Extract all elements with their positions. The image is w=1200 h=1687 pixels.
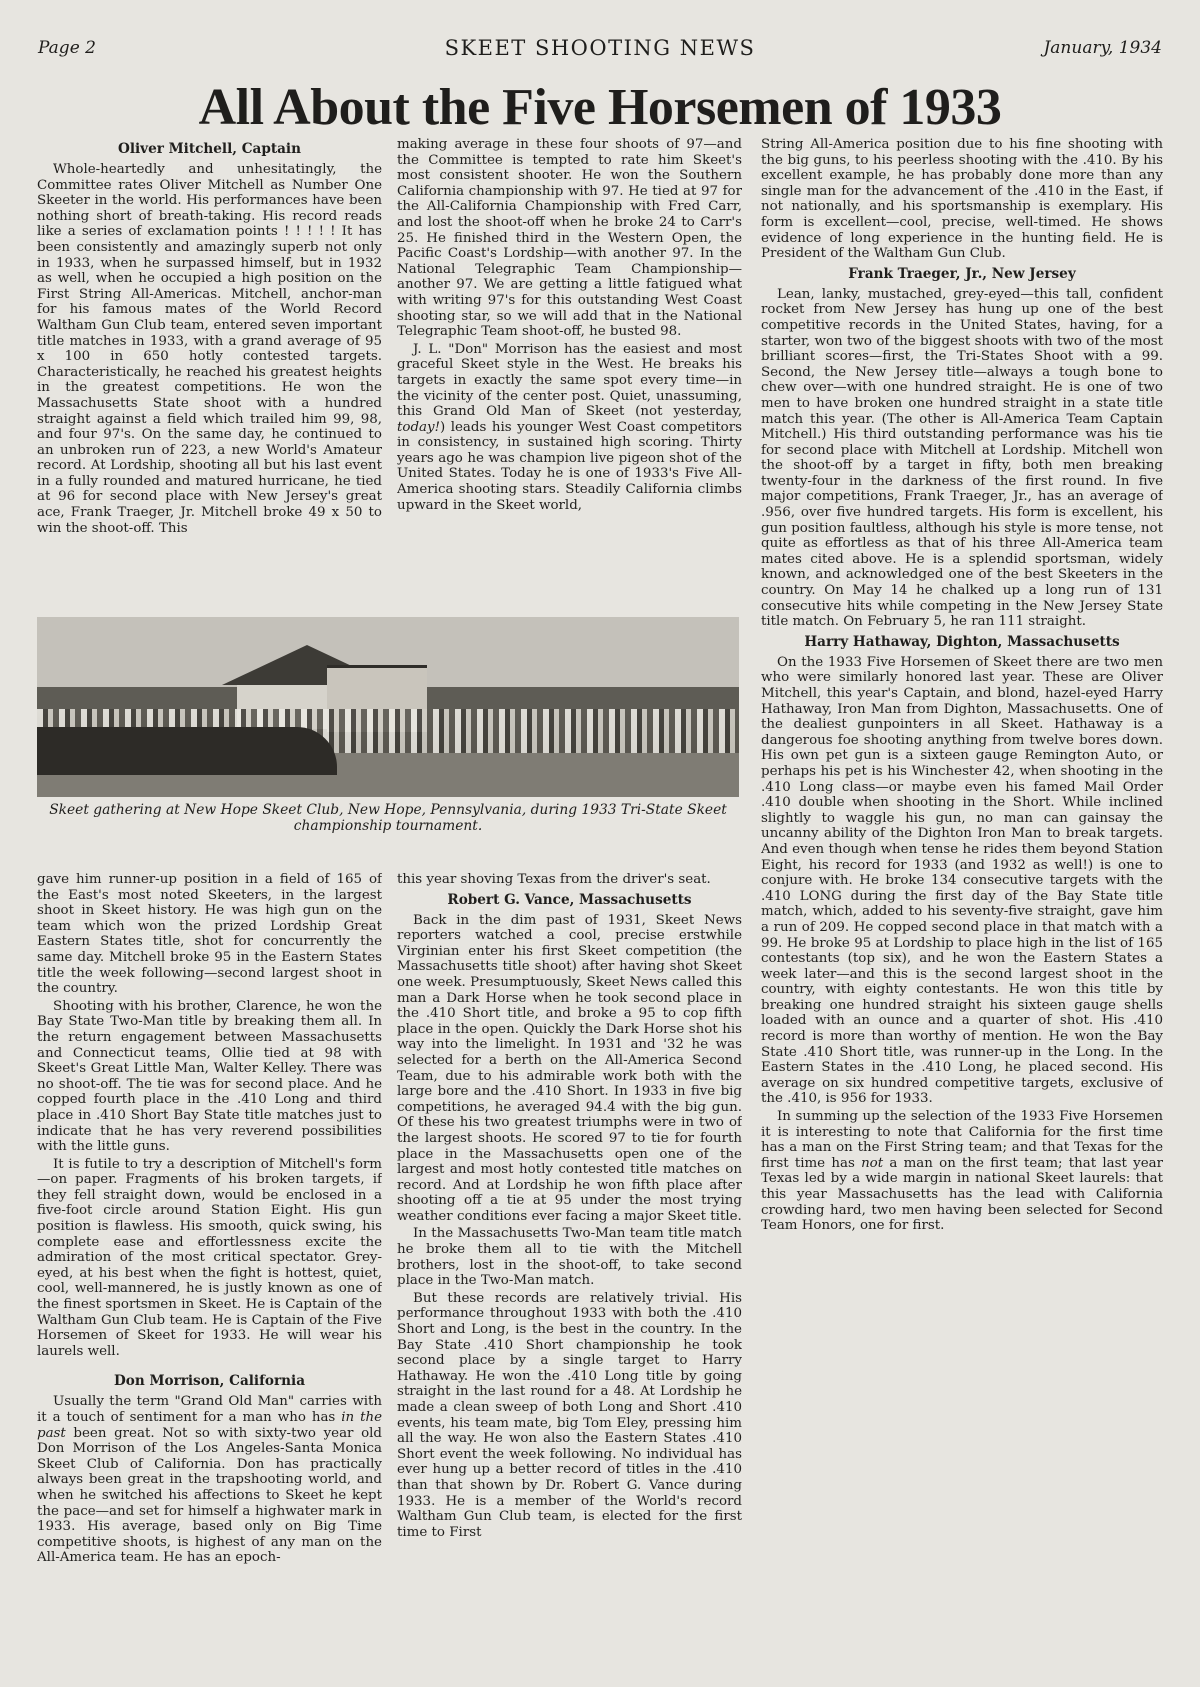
vance-paragraph-2: In the Massachusetts Two-Man team title match he broke them all to tie with the Mitchell brothers, lost in the shoot-off, to take second place in the Two-Man match. <box>397 1226 742 1289</box>
hathaway-paragraph-1: On the 1933 Five Horsemen of Skeet there are two men who were similarly honored last year. These are Oliver Mitchell, this year's Captain, and blond, hazel-eyed Harry Hathaway, Iron Man from Dighton, Massachusetts. One of the dealiest gunpointers in all Skeet. Hathaway is a dangerous foe shooting anything from twelve bores down. His own pet gun is a sixteen gauge Remington Auto, or perhaps his pet is his Winchester 42, when shooting in the .410 Long class—or maybe even his famed Mail Order .410 double when shooting in the Short. While inclined slightly to waggle his gun, no man can gainsay the uncanny ability of the Dighton Iron Man to break targets. And even though when tense he rides them beyond Station Eight, his record for 1933 (and 1932 as well!) is one to conjure with. He broke 134 consecutive targets with the .410 LONG during the first day of the Bay State title match, which, added to his seventy-five straight, gave him a run of 209. He copped second place in that match with a 99. He broke 95 at Lordship to place high in the list of 165 contestants (top six), and he won the Eastern States a week later—and this is the second largest shoot in the country, with eighty contestants. He won this title by breaking one hundred straight his sixteen gauge shells loaded with an ounce and a quarter of shot. His .410 record is more than worthy of mention. He won the Bay State .410 Short title, was runner-up in the Long. In the Eastern States in the .410 Long, he placed second. His average on six hundred competitive targets, exclusive of the .410, is 956 for 1933. <box>761 654 1163 1107</box>
mitchell-paragraph-1: Whole-heartedly and unhesitatingly, the Committee rates Oliver Mitchell as Number One Skeeter in the world. His performances have been nothing short of breath-taking. His record reads like a series of exclamation points ! ! ! ! ! It has been consistently and amazingly superb not only in 1933, when he surpassed himself, but in 1932 as well, when he occupied a high position on the First String All-Americas. Mitchell, anchor-man for his famous mates of the World Record Waltham Gun Club team, entered seven important title matches in 1933, with a grand average of 95 x 100 in 650 hotly contested targets. Characteristically, he reached his greatest heights in the greatest competitions. He won the Massachusetts State shoot with a hundred straight against a field which trailed him 99, 98, and four 97's. On the same day, he continued to an unbroken run of 223, a new World's Amateur record. At Lordship, shooting all but his last event in a fully rounded and matured hurricane, he tied at 96 for second place with New Jersey's great ace, Frank Traeger, Jr. Mitchell broke 49 x 50 to win the shoot-off. This <box>37 162 382 536</box>
morrison-p3-text-a: J. L. "Don" Morrison has the easiest and most graceful Skeet style in the West. He breaks his targets in exactly the same spot every time—in the vicinity of the center post. Quiet, unassuming, this Grand Old Man of Skeet (not yesterday, <box>397 341 742 420</box>
summary-emphasis: not <box>861 1155 884 1171</box>
vance-paragraph-1: Back in the dim past of 1931, Skeet News reporters watched a cool, precise erstwhile Virginian enter his first Skeet competition (the Massachusetts title shoot) after having shot Skeet one week. Presumptuously, Skeet News called this man a Dark Horse when he took second place in the .410 Short title, and broke a 95 to cop fifth place in the open. Quickly the Dark Horse shot his way into the limelight. In 1931 and '32 he was selected for a berth on the All-America Second Team, due to his admirable work both with the large bore and the .410 Short. In 1933 in five big competitions, he averaged 94.4 with the big gun. Of these his two greatest triumphs were in two of the largest shoots. He scored 97 to tie for fourth place in the Massachusetts open one of the largest and most hotly contested title matches on record. And at Lordship he won fifth place after shooting off a tie at 95 under the most trying weather conditions ever facing a major Skeet title. <box>397 912 742 1224</box>
running-head <box>38 38 1162 64</box>
morrison-p3-text-b: ) leads his younger West Coast competitors in consistency, in sustained high scoring. Thirty years ago he was champion live pigeon shot of the United States. Today he is one of 1933's Five All-America shooting stars. Steadily California climbs upward in the Skeet world, <box>397 419 742 513</box>
summary-paragraph <box>761 1109 1163 1234</box>
photo-caption: Skeet gathering at New Hope Skeet Club, New Hope, Pennsylvania, during 1933 Tri-State Skeet championship tournament. <box>49 802 727 834</box>
morrison-p1-text-b: been great. Not so with sixty-two year old Don Morrison of the Los Angeles-Santa Monica Skeet Club of California. Don has practically always been great in the trapshooting world, and when he switched his affections to Skeet he kept the pace—and set for himself a highwater mark in 1933. His average, based only on Big Time competitive shoots, is highest of any man on the All-America team. He has an epoch- <box>37 1425 382 1566</box>
mitchell-paragraph-2: gave him runner-up position in a field of 165 of the East's most noted Skeeters, in the largest shoot in Skeet history. He was high gun on the team which won the prized Lordship Great Eastern States title, shot for concurrently the same day. Mitchell broke 95 in the Eastern States title the week following—second largest shoot in the country. <box>37 872 382 997</box>
section-heading-mitchell: Oliver Mitchell, Captain <box>118 141 301 157</box>
summary-text-b: a man on the first team; that last year Texas led by a wide margin in national Skeet laurels: that this year Massachusetts has the lead with California crowding hard, two men having been selected for Second Team Honors, one for first. <box>761 1155 1163 1234</box>
section-heading-vance: Robert G. Vance, Massachusetts <box>447 891 692 908</box>
article-headline: All About the Five Horsemen of 1933 <box>198 79 1002 136</box>
morrison-p3-emphasis: today! <box>397 419 440 435</box>
page-number: Page 2 <box>38 38 96 58</box>
morrison-paragraph-3 <box>397 342 742 514</box>
section-heading-morrison: Don Morrison, California <box>113 1373 306 1390</box>
traeger-paragraph-1: Lean, lanky, mustached, grey-eyed—this tall, confident rocket from New Jersey has hung up one of the best competitive records in the United States, having, for a starter, won two of the biggest shoots with two of the most brilliant scores—first, the Tri-States Shoot with a 99. Second, the New Jersey title—always a tough bone to chew over—with one hundred straight. He is one of two men to have broken one hundred straight in a state title match this year. (The other is All-America Team Captain Mitchell.) His third outstanding performance was his tie for second place with Mitchell at Lordship. Mitchell won the shoot-off by a target in fifty, both men breaking twenty-four in the darkness of the first round. In five major competitions, Frank Traeger, Jr., has an average of .956, over five hundred targets. His form is excellent, his gun position faultless, although his style is more tense, not quite as effortless as that of his three All-America team mates cited above. He is a splendid sportsman, widely known, and acknowledged one of the best Skeeters in the country. On May 14 he chalked up a long run of 131 consecutive hits while competing in the New Jersey State title match. On February 5, he ran 111 straight. <box>761 286 1163 630</box>
vance-paragraph-4: String All-America position due to his fine shooting with the big guns, to his peerless shooting with the .410. By his excellent example, he has probably done more than any single man for the advancement of the .410 in the East, if not nationally, and his sportsmanship is exemplary. His form is excellent—cool, precise, well-timed. He shows evidence of long experience in the hunting field. He is President of the Waltham Gun Club. <box>761 137 1163 262</box>
morrison-p1-text-a: Usually the term "Grand Old Man" carries with it a touch of sentiment for a man who has <box>37 1394 382 1425</box>
section-heading-traeger: Frank Traeger, Jr., New Jersey <box>848 265 1076 282</box>
column-1-upper <box>37 137 382 607</box>
vance-paragraph-3: But these records are relatively trivial. His performance throughout 1933 with both the .410 Short and Long, is the best in the country. In the Bay State .410 Short championship he took second place by a single target to Harry Hathaway. He won the .410 Long title by going straight in the last round for a 48. At Lordship he made a clean sweep of both Long and Short .410 events, his team mate, big Tom Eley, pressing him all the way. He won also the Eastern States .410 Short event the week following. No individual has ever hung up a better record of titles in the .410 than that shown by Dr. Robert G. Vance during 1933. He is a member of the World's record Waltham Gun Club team, is elected for the first time to First <box>397 1290 742 1540</box>
column-3 <box>761 137 1163 1657</box>
morrison-paragraph-1 <box>37 1394 382 1566</box>
summary-text-a: In summing up the selection of the 1933 Five Horsemen it is interesting to note that California for the first time has a man on the First String team; and that Texas for the first time has <box>761 1109 1163 1171</box>
mitchell-paragraph-3: Shooting with his brother, Clarence, he won the Bay State Two-Man title by breaking them all. In the return engagement between Massachusetts and Connecticut teams, Ollie tied at 98 with Skeet's Great Little Man, Walter Kelley. There was no shoot-off. The tie was for second place. And he copped fourth place in the .410 Long and third place in .410 Short Bay State title matches just to indicate that he has very reverend possibilities with the little guns. <box>37 998 382 1155</box>
photo-parked-cars <box>37 727 337 775</box>
morrison-paragraph-4: this year shoving Texas from the driver's seat. <box>397 872 711 887</box>
column-1-lower <box>37 872 382 1662</box>
column-2-lower <box>397 872 742 1662</box>
skeet-gathering-photo <box>37 617 739 797</box>
column-2-upper <box>397 137 742 607</box>
morrison-paragraph-2: making average in these four shoots of 97—and the Committee is tempted to rate him Skeet's most consistent shooter. He won the Southern California championship with 97. He tied at 97 for the All-California Championship with Fred Carr, and lost the shoot-off when he broke 24 to Carr's 25. He finished third in the Western Open, the Pacific Coast's Lordship—with another 97. In the National Telegraphic Team Championship—another 97. We are getting a little fatigued what with writing 97's for this outstanding West Coast shooting star, so we will add that in the National Telegraphic Team shoot-off, he busted 98. <box>397 137 742 340</box>
publication-name: SKEET SHOOTING NEWS <box>444 36 756 60</box>
issue-date: January, 1934 <box>1043 38 1162 58</box>
section-heading-hathaway: Harry Hathaway, Dighton, Massachusetts <box>804 633 1120 650</box>
mitchell-paragraph-4: It is futile to try a description of Mitchell's form—on paper. Fragments of his broken targets, if they fell straight down, would be enclosed in a five-foot circle around Station Eight. His gun position is flawless. His smooth, quick swing, his complete ease and effortlessness excite the admiration of the most critical spectator. Grey-eyed, at his best when the fight is hottest, quiet, cool, well-mannered, he is justly known as one of the finest sportsmen in Skeet. He is Captain of the Waltham Gun Club team. He is Captain of the Five Horsemen of Skeet for 1933. He will wear his laurels well. <box>37 1156 382 1359</box>
morrison-p1-emphasis: in the past <box>37 1410 382 1441</box>
